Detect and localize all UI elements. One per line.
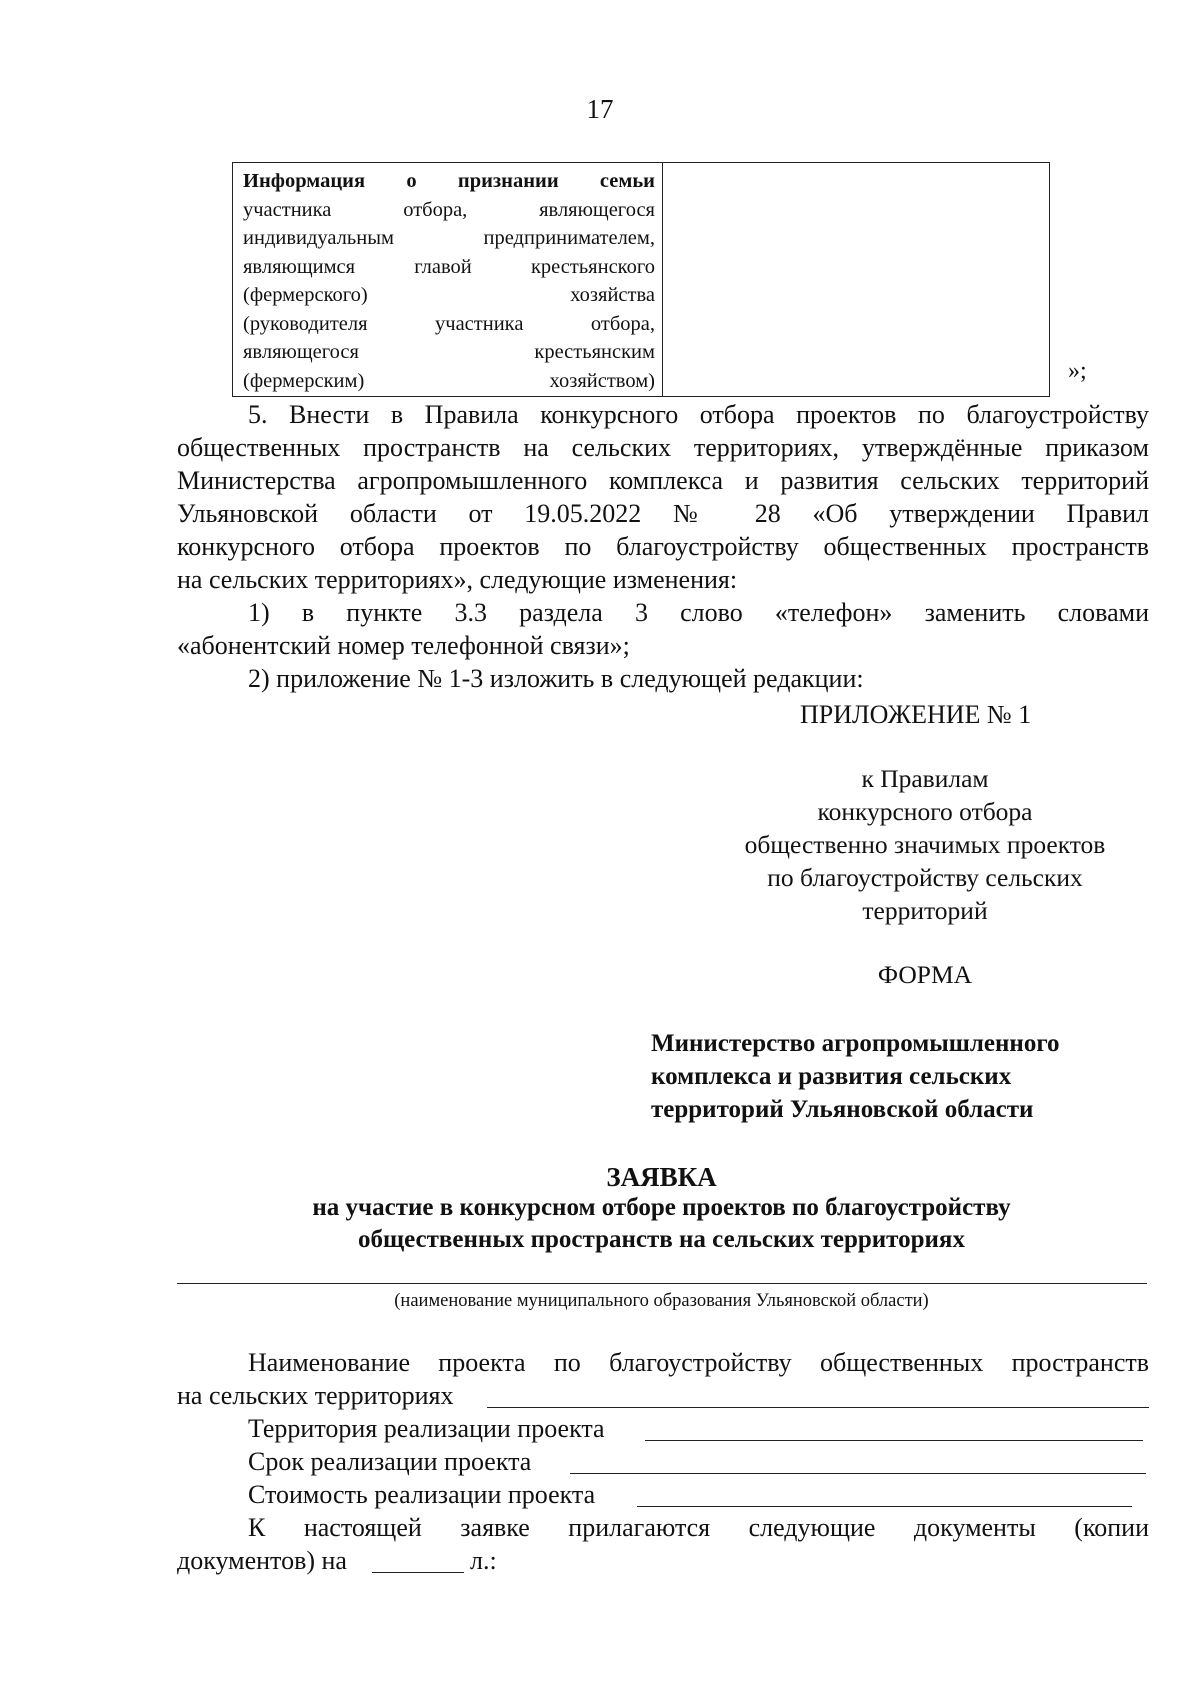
application-subtitle: на участие в конкурсном отборе проектов по благоустройству <box>312 1194 1011 1221</box>
paragraph-line: «абонентский номер телефонной связи»; <box>177 631 630 660</box>
appendix-line: конкурсного отбора <box>817 797 1033 826</box>
paragraph-line: 5. Внести в Правила конкурсного отбора проектов по благоустройству <box>248 400 1149 429</box>
project-name-field-line[interactable] <box>487 1407 1149 1408</box>
project-name-label: Наименование проекта по благоустройству общественных пространств <box>248 1348 1149 1377</box>
attachments-suffix: л.: <box>470 1546 497 1575</box>
appendix-line: общественно значимых проектов <box>744 830 1106 859</box>
table-label-line: являющегося крестьянским <box>243 341 655 363</box>
page-number: 17 <box>586 94 614 124</box>
municipality-field-line[interactable] <box>177 1283 1147 1284</box>
term-field-line[interactable] <box>570 1473 1146 1474</box>
info-table <box>232 162 1050 397</box>
appendix-heading: ПРИЛОЖЕНИЕ № 1 <box>800 700 1032 729</box>
table-label-line: участника отбора, являющегося <box>243 198 655 221</box>
application-title: ЗАЯВКА <box>606 1162 717 1192</box>
cost-field-line[interactable] <box>637 1506 1132 1507</box>
ministry-addressee <box>651 1027 1151 1126</box>
paragraph-line: конкурсного отбора проектов по благоустройству общественных пространств <box>177 532 1149 561</box>
table-label-line: индивидуальным предпринимателем, <box>243 227 655 249</box>
municipality-caption: (наименование муниципального образования Ульяновской области) <box>394 1291 929 1311</box>
ministry-line: комплекса и развития сельских <box>651 1063 1012 1090</box>
ministry-line: территорий Ульяновской области <box>651 1096 1034 1123</box>
attachments-prefix: документов) на <box>177 1546 347 1575</box>
closing-quote: »; <box>1068 358 1087 384</box>
paragraph-line: 2) приложение № 1-3 изложить в следующей редакции: <box>248 664 864 693</box>
paragraph-line: на сельских территориях», следующие изменения: <box>177 565 738 594</box>
cost-label: Стоимость реализации проекта <box>248 1480 596 1509</box>
form-label: ФОРМА <box>877 960 973 989</box>
project-name-label-cont: на сельских территориях <box>177 1381 454 1410</box>
application-subtitle: общественных пространств на сельских территориях <box>358 1226 965 1253</box>
paragraph-line: 1) в пункте 3.3 раздела 3 слово «телефон» заменить словами <box>248 598 1149 627</box>
territory-label: Территория реализации проекта <box>248 1414 605 1443</box>
ministry-line: Министерство агропромышленного <box>651 1030 1060 1057</box>
table-label-line: (руководителя участника отбора, <box>243 312 655 335</box>
appendix-line: по благоустройству сельских <box>767 863 1083 892</box>
table-value-cell <box>663 163 1049 396</box>
paragraph-line: Ульяновской области от 19.05.2022 № 28 «Об утверждении Правил <box>177 499 1149 528</box>
term-label: Срок реализации проекта <box>248 1447 532 1476</box>
attachments-text: К настоящей заявке прилагаются следующие документы (копии <box>248 1513 1149 1542</box>
paragraph-line: общественных пространств на сельских территориях, утверждённые приказом <box>177 433 1149 462</box>
table-label-line: Информация о признании семьи <box>243 170 655 192</box>
table-label-line: являющимся главой крестьянского <box>243 255 655 278</box>
attachments-pages-field-line[interactable] <box>372 1572 464 1573</box>
table-label-cell <box>233 163 663 396</box>
paragraph-line: Министерства агропромышленного комплекса и развития сельских территорий <box>177 466 1149 495</box>
appendix-line: территорий <box>862 896 988 925</box>
territory-field-line[interactable] <box>645 1440 1143 1441</box>
table-label-line: (фермерского) хозяйства <box>243 284 655 306</box>
appendix-line: к Правилам <box>861 764 989 793</box>
table-label-line: (фермерским) хозяйством) <box>243 369 655 392</box>
